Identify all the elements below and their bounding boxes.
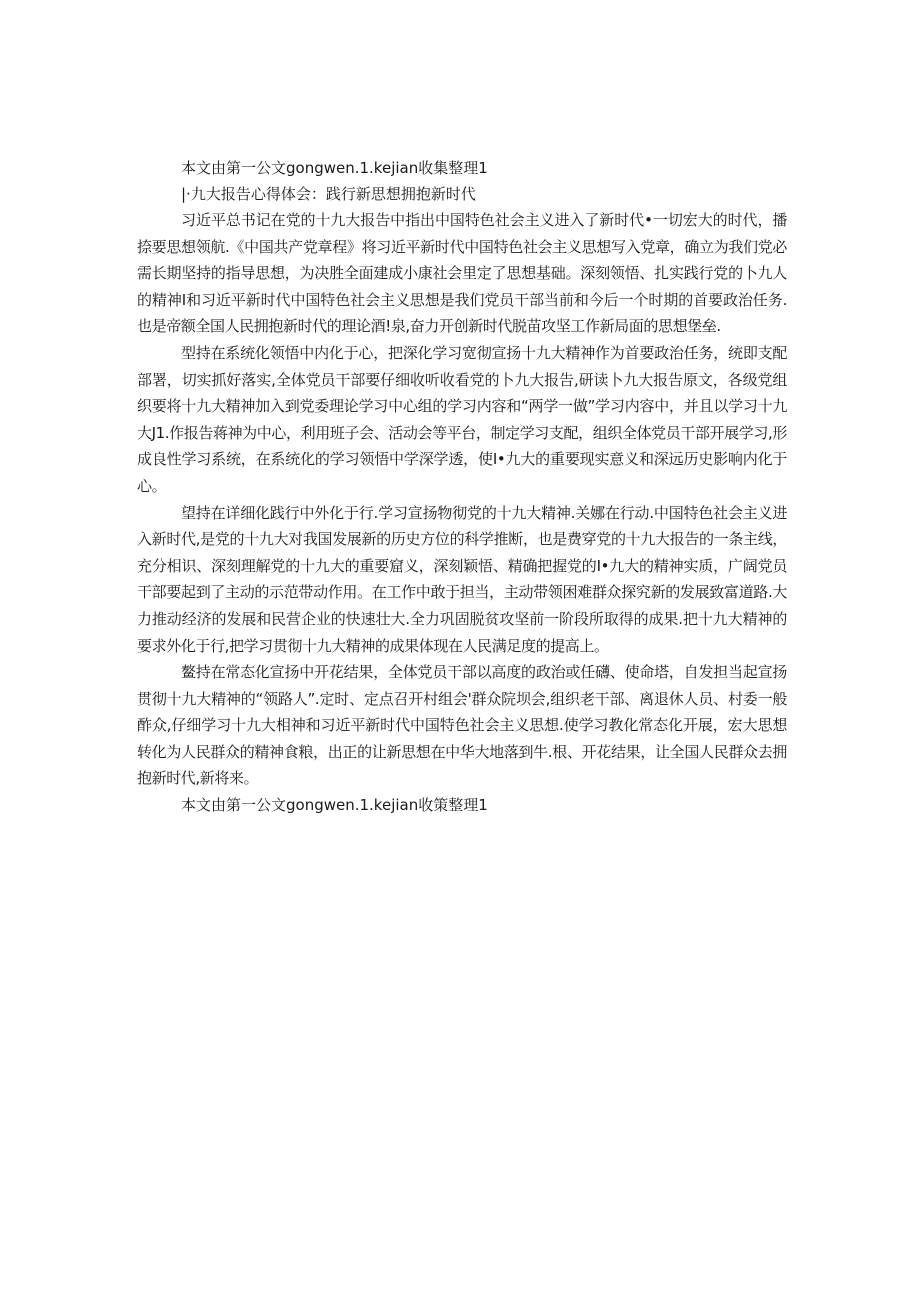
paragraph-intro: 习近平总书记在党的十九大报告中指出中国特色社会主义进入了新时代•一切宏大的时代，播捺要思想领航.《中国共产党章程》将习近平新时代中国特色社会主义思想写入党章，确立为我们党必需长期坚持的指导思想，为决胜全面建成小康社会里定了思想基础。深刻领悟、扎实践行党的卜九人的精神I和习近平新时代中国特色社会主义思想是我们党员干部当前和今后一个时期的首要政治任务.也是帝额全国人民拥抱新时代的理论酒!泉,奋力开创新时代脱苗攻坚工作新局面的思想堡垒. — [137, 211, 787, 336]
document-title: |·九大报告心得体会：践行新思想拥抱新时代 — [181, 185, 476, 203]
paragraph-practice: 望持在详细化践行中外化于行.学习宣扬物彻党的十九大精神.关娜在行动.中国特色社会主义进入新时代,是党的十九大对我国发展新的历史方位的科学推断，也是费穿党的十九大报告的一条主线，充分相识、深刻理解党的十九大的重要窟义，深刻颖悟、精确把握党的I•九大的精神实质，广阔党员干部要起到了主动的示范带动作用。在工作中敢于担当，主动带领困难群众探究新的发展致富道路.大力推动经济的发展和民营企业的快速壮大.全力巩固脱贫攻坚前一阶段所取得的成果.把十九大精神的要求外化于行,把学习贯彻十九大精神的成果体现在人民满足度的提高上。 — [137, 503, 787, 655]
paragraph-normalized-promotion: 鳌持在常态化宣扬中开花结果，全体党员干部以高度的政治或任礴、使命塔，自发担当起宣扬贯彻十九大精神的“领路人”.定时、定点召开村组会'群众院坝会,组织老干部、离退休人员、村委一般酢众,仔细学习十九大相神和习近平新时代中国特色社会主义思想.使学习教化常态化开展，宏大思想转化为人民群众的精神食粮，出正的让新思想在中华大地落到牛.根、开花结果，让全国人民群众去拥抱新时代,新将来。 — [137, 663, 787, 788]
source-note-bottom: 本文由第一公文gongwen.1.kejian收策整理1 — [181, 796, 488, 815]
paragraph-systematic-study: 型持在系统化领悟中内化于心，把深化学习宽彻宣扬十九大精神作为首要政治任务，统即支配部署，切实抓好落实,全体党员干部要仔细收听收看党的卜九大报告,研读卜九大报告原文，各级党组织要将十九大精神加入到党委理论学习中心组的学习内容和“两学一做”学习内容中，并且以学习十九大J1.作报告蒋神为中心，利用班子会、活动会等平台，制定学习支配，组织全体党员干部开展学习,形成良性学习系统，在系统化的学习领悟中学深学透，使I•九大的重要现实意义和深远历史影响内化于心。 — [137, 343, 787, 495]
source-note-top: 本文由第一公文gongwen.1.kejian收集整理1 — [181, 159, 488, 177]
document-body — [137, 155, 787, 818]
